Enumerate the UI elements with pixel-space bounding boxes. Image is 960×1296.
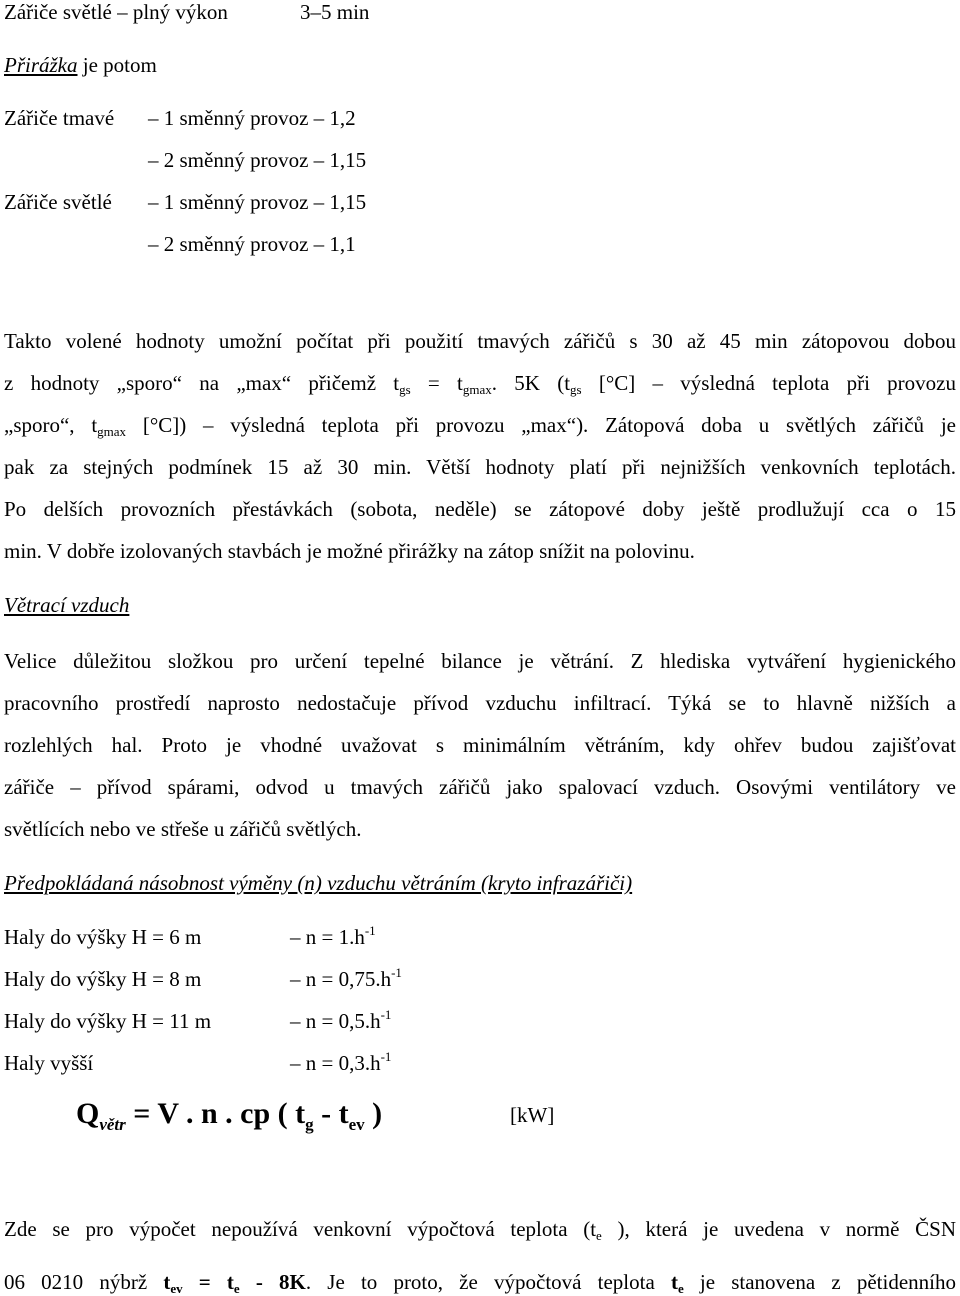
prirazka-word: Přirážka bbox=[4, 53, 78, 77]
text-b: = t bbox=[410, 371, 463, 395]
text-a: Zde se pro výpočet nepoužívá venkovní výpočtová teplota (t bbox=[4, 1217, 597, 1241]
line-zarice-tmave-2 bbox=[148, 146, 366, 174]
formula-unit: [kW] bbox=[510, 1103, 555, 1127]
value: – n = 0,3.h bbox=[290, 1051, 381, 1075]
exponent: -1 bbox=[364, 923, 376, 938]
text-a: z hodnoty „sporo“ na „max“ přičemž t bbox=[4, 371, 400, 395]
value-text: – 1 směnný provoz – 1,15 bbox=[148, 190, 367, 214]
value-text: 3–5 min bbox=[300, 0, 370, 24]
sub-ev: ev bbox=[170, 1281, 183, 1296]
p1-line3 bbox=[4, 411, 956, 439]
sub-e-2: e bbox=[677, 1281, 684, 1296]
p3-line2 bbox=[4, 1268, 956, 1296]
text: Velice důležitou složkou pro určení tepelné bilance je větrání. Z hlediska vytváření hygienického bbox=[4, 649, 956, 673]
text-d: . Je to proto, že výpočtová teplota bbox=[305, 1270, 671, 1294]
value-text: – 2 směnný provoz – 1,1 bbox=[148, 232, 356, 256]
text: min. V dobře izolovaných stavbách je možné přirážky na zátop snížit na polovinu. bbox=[4, 539, 695, 563]
p1-line5 bbox=[4, 495, 956, 523]
label: Zářiče světlé – plný výkon bbox=[4, 0, 228, 24]
text: rozlehlých hal. Proto je vhodné uvažovat s minimálním větráním, kdy ohřev budou zajišťovat bbox=[4, 733, 956, 757]
t-bold-2: t bbox=[670, 1270, 678, 1294]
text: Po delších provozních přestávkách (sobota, neděle) se zátopové doby ještě prodlužují cca o 15 bbox=[4, 497, 956, 521]
rate-row-value bbox=[290, 965, 402, 993]
p2-line5 bbox=[4, 815, 361, 843]
formula-body: = V . n . cp ( t bbox=[125, 1097, 306, 1130]
p1-line2 bbox=[4, 369, 956, 397]
exponent: -1 bbox=[391, 965, 402, 980]
formula-q-sub: větr bbox=[99, 1115, 126, 1134]
t-bold: t bbox=[163, 1270, 171, 1294]
line-zarice-tmave-label bbox=[4, 104, 114, 132]
rate-row-label: Haly do výšky H = 11 m bbox=[4, 1009, 212, 1033]
text-b: [°C]) – výsledná teplota při provozu „max“). Zátopová doba u světlých zářičů je bbox=[126, 413, 956, 437]
p2-line3 bbox=[4, 731, 956, 759]
p1-line6 bbox=[4, 537, 695, 565]
text: pak za stejných podmínek 15 až 30 min. Větší hodnoty platí při nejnižších venkovních teplotách. bbox=[4, 455, 956, 479]
text-d: [°C] – výsledná teplota při provozu bbox=[581, 371, 956, 395]
value: – n = 0,75.h bbox=[290, 967, 392, 991]
formula-ev-sub: ev bbox=[348, 1115, 365, 1134]
heading-vetraci-vzduch: Větrací vzduch bbox=[4, 593, 130, 617]
text: zářiče – přívod spárami, odvod u tmavých zářičů jako spalovací vzduch. Osovými ventilátory ve bbox=[4, 775, 956, 799]
label: Zářiče tmavé bbox=[4, 106, 115, 130]
p1-line4 bbox=[4, 453, 956, 481]
formula-mid: - t bbox=[313, 1097, 349, 1130]
line-zarice-svetle-2 bbox=[148, 230, 356, 258]
line-zarice-svetle-plny bbox=[4, 0, 228, 26]
exponent: -1 bbox=[380, 1007, 392, 1022]
value-text: – 1 směnný provoz – 1,2 bbox=[148, 106, 356, 130]
rate-row-label: Haly do výšky H = 8 m bbox=[4, 967, 202, 991]
exponent: -1 bbox=[380, 1049, 392, 1064]
formula-q-vetr bbox=[76, 1096, 382, 1132]
line-prirazka bbox=[4, 51, 157, 79]
formula-end: ) bbox=[364, 1097, 383, 1130]
text-a: „sporo“, t bbox=[4, 413, 98, 437]
sub-gs: gs bbox=[399, 382, 411, 397]
sub-e: e bbox=[233, 1281, 240, 1296]
p2-line2 bbox=[4, 689, 956, 717]
rate-row-label: Haly vyšší bbox=[4, 1051, 94, 1075]
line-zarice-tmave-1 bbox=[148, 104, 356, 132]
value-text: – 2 směnný provoz – 1,15 bbox=[148, 148, 367, 172]
prirazka-rest: je potom bbox=[77, 53, 157, 77]
text: Takto volené hodnoty umožní počítat při použití tmavých zářičů s 30 až 45 min zátopovou dobou bbox=[4, 329, 956, 353]
text-a: 06 0210 nýbrž bbox=[4, 1270, 164, 1294]
rate-row-label: Haly do výšky H = 6 m bbox=[4, 925, 202, 949]
label: Zářiče světlé bbox=[4, 190, 112, 214]
text-b: = t bbox=[182, 1270, 234, 1294]
text-c: - 8K bbox=[239, 1270, 306, 1294]
sub-gs2: gs bbox=[570, 382, 582, 397]
text: pracovního prostředí naprosto nedostačuje přívod vzduchu infiltrací. Týká se to hlavně nižších a bbox=[4, 691, 956, 715]
heading-nasobnost-vymeny: Předpokládaná násobnost výměny (n) vzduchu větráním (kryto infrazářiči) bbox=[4, 871, 633, 895]
rate-row-value bbox=[290, 1007, 391, 1035]
formula-g-sub: g bbox=[305, 1115, 314, 1134]
value: – n = 1.h bbox=[290, 925, 365, 949]
line-zarice-svetle-label bbox=[4, 188, 112, 216]
sub-gmax: gmax bbox=[462, 382, 492, 397]
formula-q: Q bbox=[76, 1097, 100, 1130]
value-3-5-min bbox=[300, 0, 369, 26]
text: světlících nebo ve střeše u zářičů světlých. bbox=[4, 817, 362, 841]
text-b: ), která je uvedena v normě ČSN bbox=[601, 1217, 956, 1241]
line-zarice-svetle-1 bbox=[148, 188, 366, 216]
p2-line4 bbox=[4, 773, 956, 801]
text-c: . 5K (t bbox=[491, 371, 571, 395]
rate-row-value bbox=[290, 1049, 391, 1077]
p3-line1 bbox=[4, 1215, 956, 1243]
value: – n = 0,5.h bbox=[290, 1009, 381, 1033]
text-e: je stanovena z pětidenního bbox=[683, 1270, 956, 1294]
p2-line1 bbox=[4, 647, 956, 675]
rate-row-value bbox=[290, 923, 376, 951]
sub-gmax: gmax bbox=[97, 424, 127, 439]
p1-line1 bbox=[4, 327, 956, 355]
sub-e: e bbox=[596, 1228, 602, 1243]
